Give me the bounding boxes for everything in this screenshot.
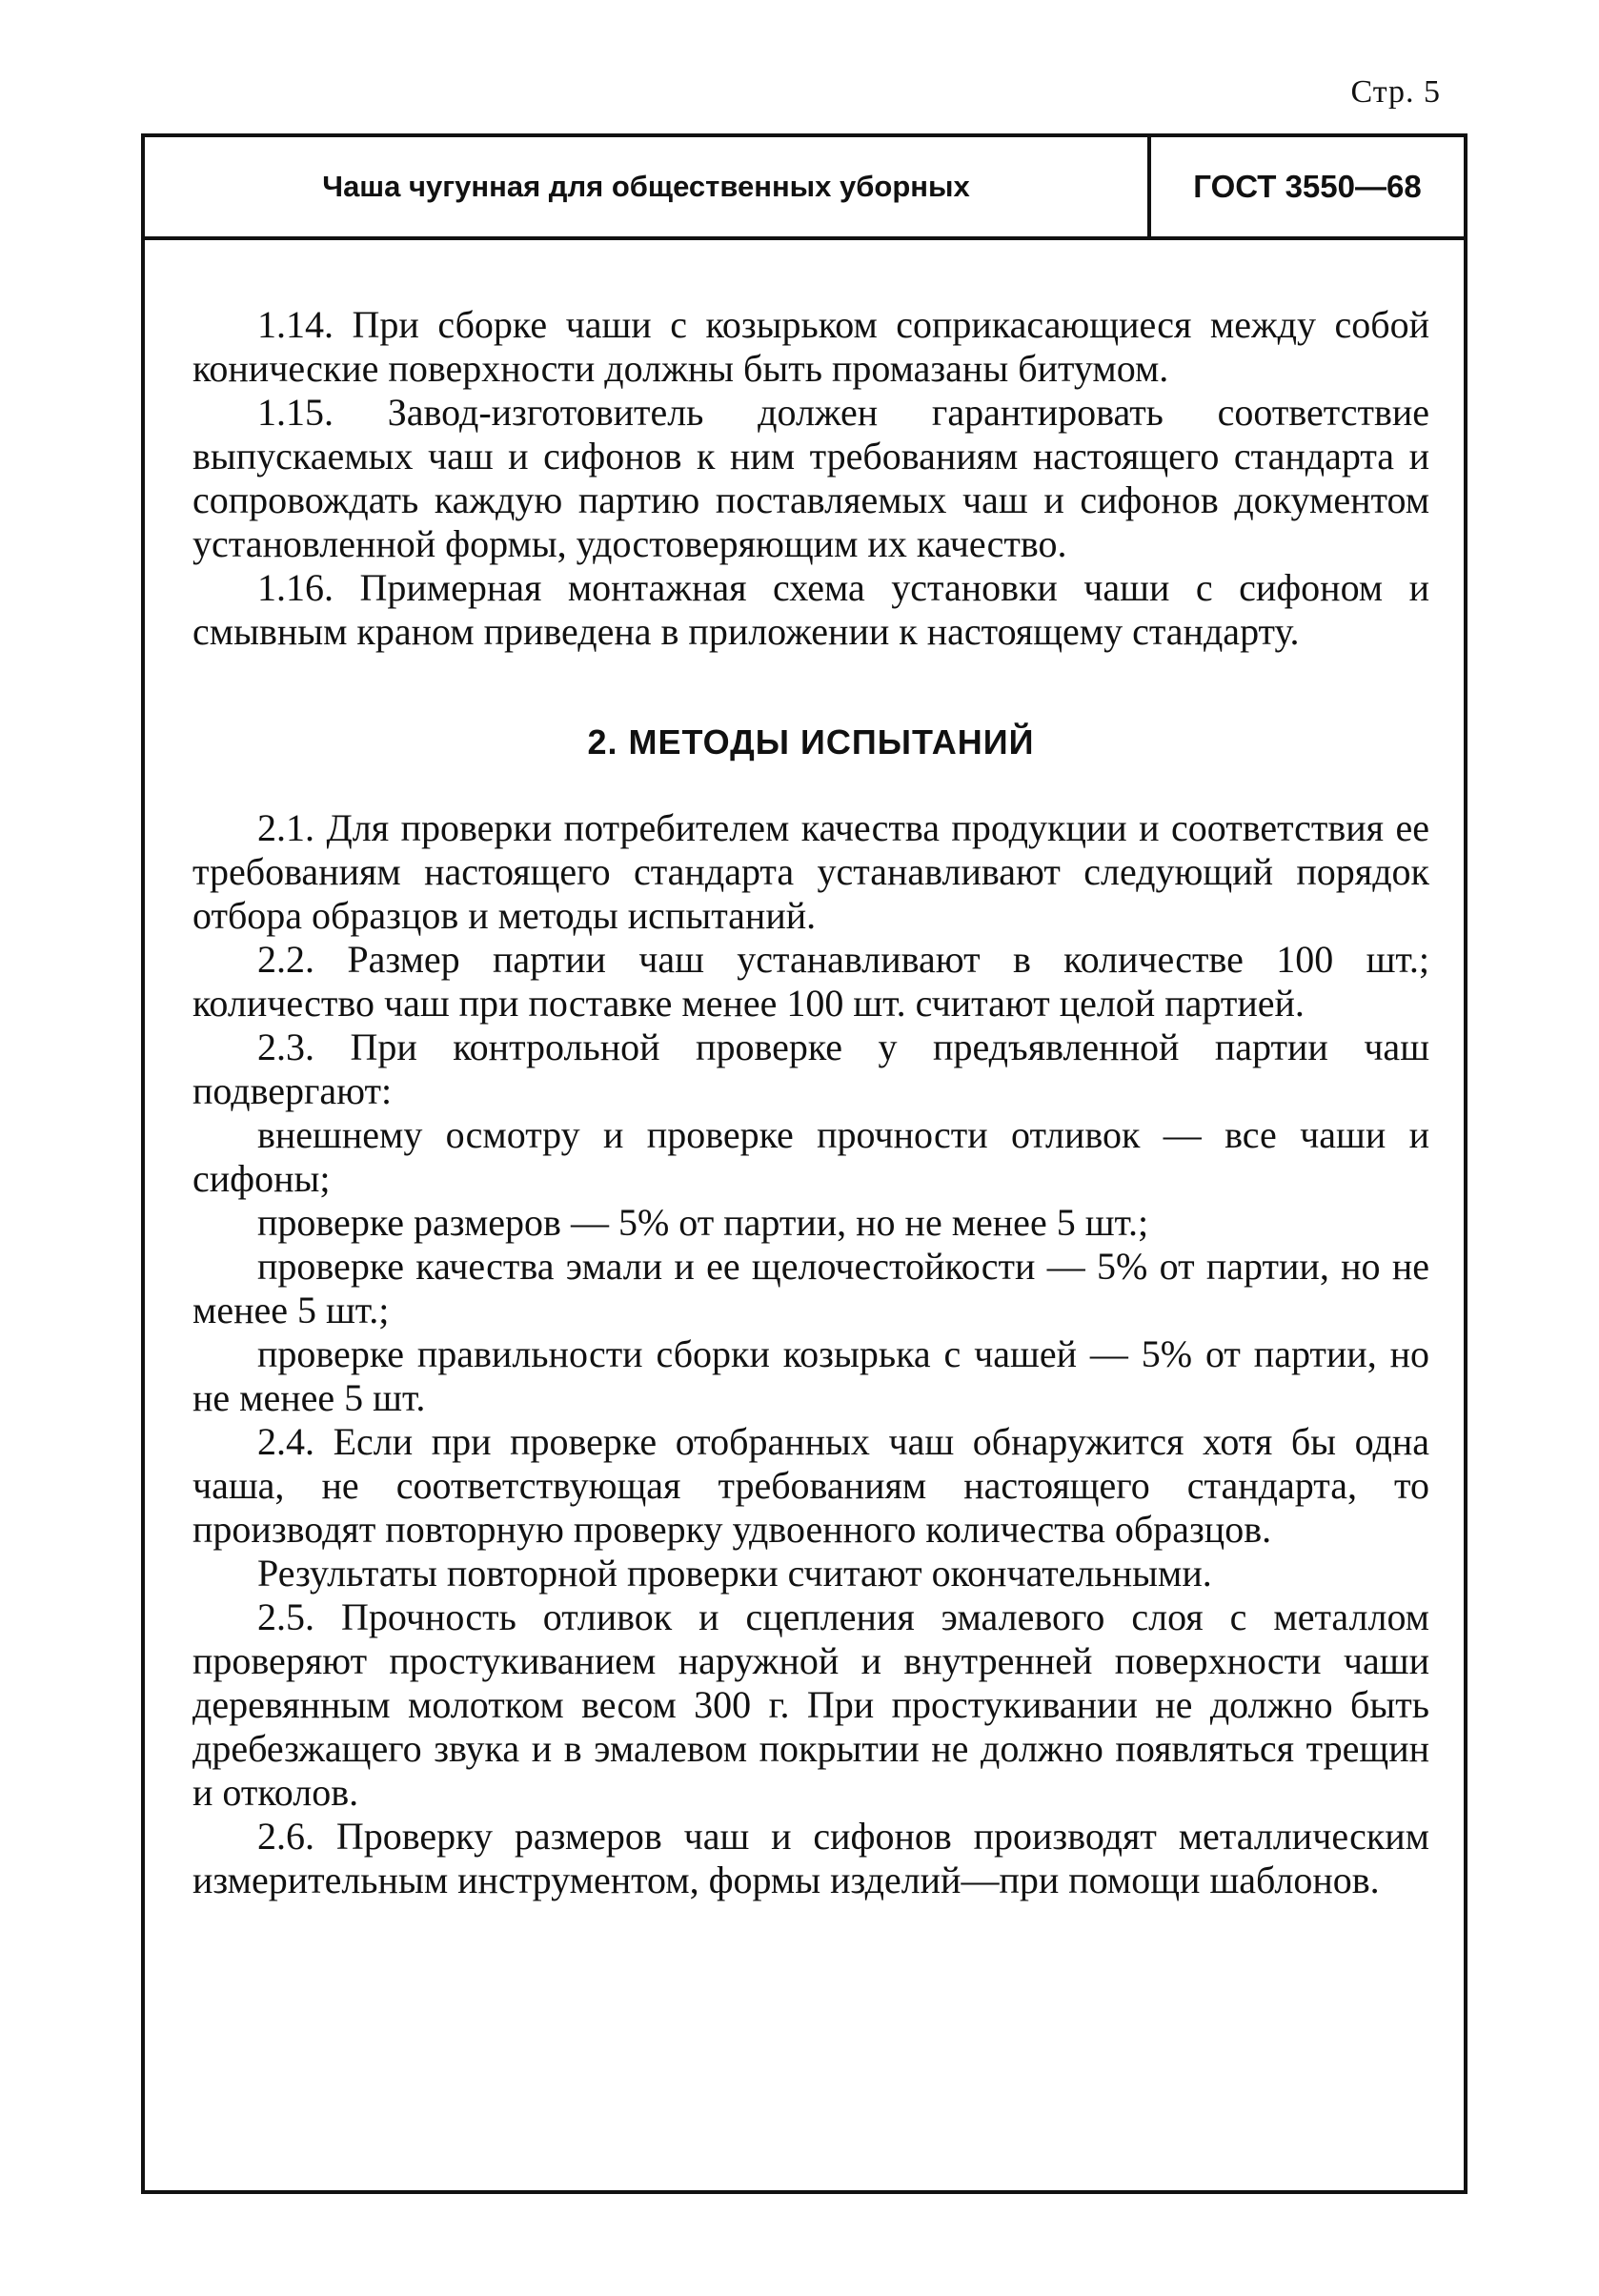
clause-2-4: 2.4. Если при проверке отобранных чаш обнаружится хотя бы одна чаша, не соответствующая требованиям настоящего стандарта, то производят повторную проверку удвоенного количества образцов. (192, 1420, 1429, 1551)
document-body (192, 303, 1429, 1902)
page-frame (141, 133, 1467, 2194)
list-item: проверке качества эмали и ее щелочестойкости — 5% от партии, но не менее 5 шт.; (192, 1245, 1429, 1331)
standard-code: ГОСТ 3550—68 (1193, 169, 1422, 204)
document-header (145, 133, 1464, 240)
list-item: проверке размеров — 5% от партии, но не менее 5 шт.; (257, 1201, 1149, 1244)
section-title: 2. МЕТОДЫ ИСПЫТАНИЙ (587, 722, 1035, 762)
clause-2-2: 2.2. Размер партии чаш устанавливают в количестве 100 шт.; количество чаш при поставке менее 100 шт. считают целой партией. (192, 938, 1429, 1025)
clause-1-15: 1.15. Завод-изготовитель должен гарантировать соответствие выпускаемых чаш и сифонов к ним требованиям настоящего стандарта и сопровождать каждую партию поставляемых чаш и сифонов документом установленной формы, удостоверяющим их качество. (192, 391, 1429, 565)
list-item: внешнему осмотру и проверке прочности отливок — все чаши и сифоны; (192, 1113, 1429, 1200)
clause-1-16: 1.16. Примерная монтажная схема установки чаши с сифоном и смывным краном приведена в приложении к настоящему стандарту. (192, 566, 1429, 653)
clause-1-14: 1.14. При сборке чаши с козырьком соприкасающиеся между собой конические поверхности должны быть промазаны битумом. (192, 303, 1429, 390)
document-title: Чаша чугунная для общественных уборных (145, 137, 1151, 236)
clause-2-5: 2.5. Прочность отливок и сцепления эмалевого слоя с металлом проверяют простукиванием наружной и внутренней поверхности чаши деревянным молотком весом 300 г. При простукивании не должно быть дребезжащего звука и в эмалевом покрытии не должно появляться трещин и отколов. (192, 1595, 1429, 1814)
clause-2-3: 2.3. При контрольной проверке у предъявленной партии чаш подвергают: (192, 1026, 1429, 1112)
page-number: Стр. 5 (1350, 74, 1441, 110)
clause-2-4-result: Результаты повторной проверки считают окончательными. (257, 1552, 1212, 1595)
clause-2-6: 2.6. Проверку размеров чаш и сифонов производят металлическим измерительным инструментом, формы изделий—при помощи шаблонов. (192, 1815, 1429, 1901)
list-item: проверке правильности сборки козырька с чашей — 5% от партии, но не менее 5 шт. (192, 1332, 1429, 1419)
clause-2-1: 2.1. Для проверки потребителем качества продукции и соответствия ее требованиям настоящего стандарта устанавливают следующий порядок отбора образцов и методы испытаний. (192, 806, 1429, 937)
